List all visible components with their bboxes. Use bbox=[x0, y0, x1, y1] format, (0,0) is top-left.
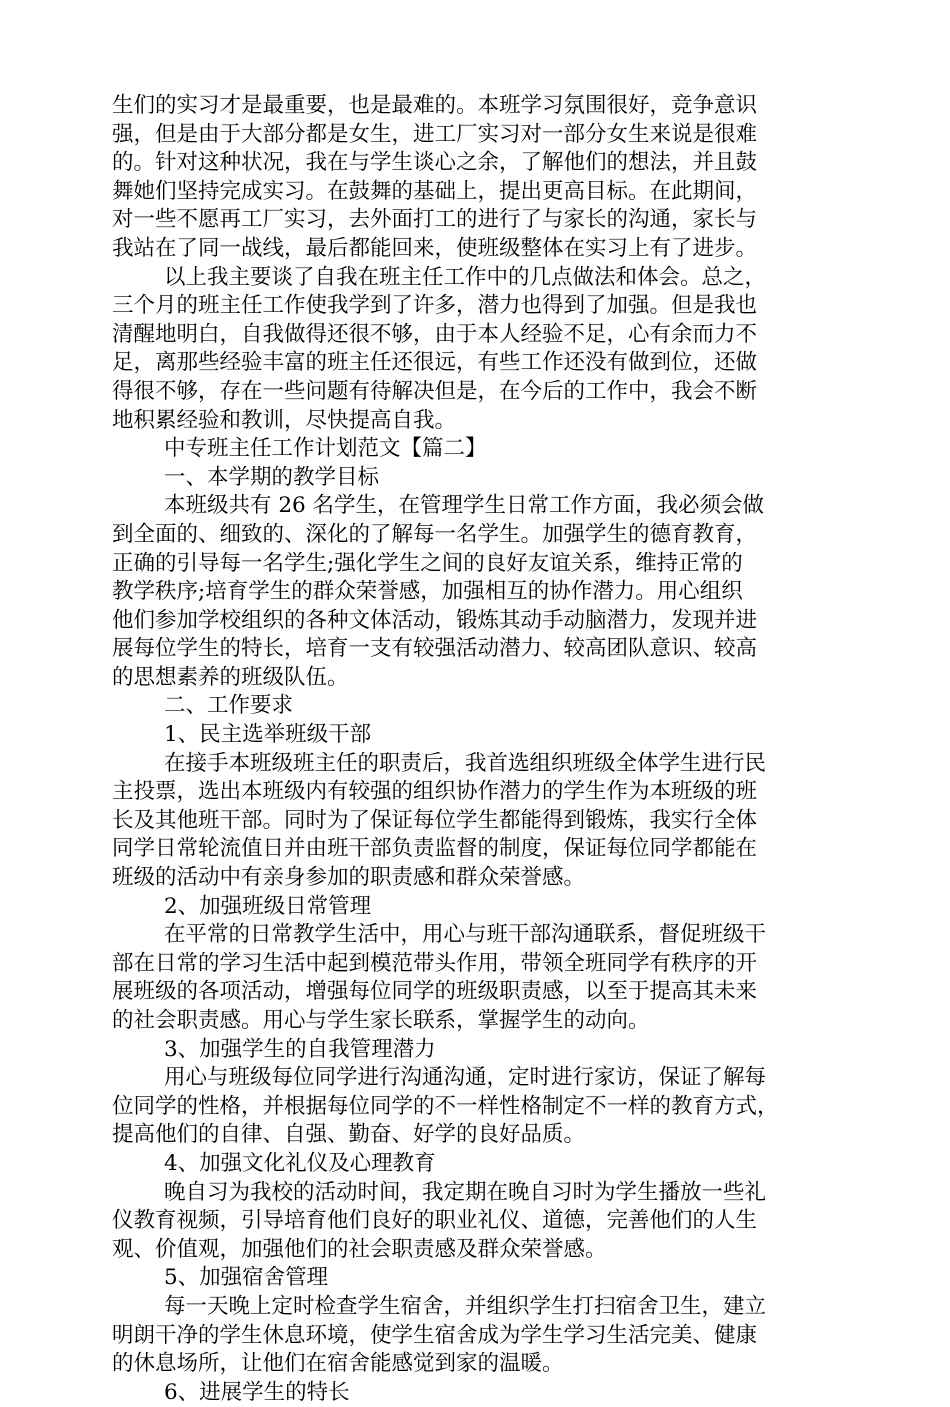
text-line: 的休息场所，让他们在宿舍能感觉到家的温暖。 bbox=[112, 1351, 564, 1377]
text-line: 到全面的、细致的、深化的了解每一名学生。加强学生的德育教育， bbox=[112, 521, 758, 547]
text-line: 在平常的日常教学生活中，用心与班干部沟通联系，督促班级干 bbox=[164, 922, 767, 948]
text-line: 仪教育视频，引导培育他们良好的职业礼仪、道德，完善他们的人生 bbox=[112, 1208, 758, 1234]
text-line: 明朗干净的学生休息环境，使学生宿舍成为学生学习生活完美、健康 bbox=[112, 1322, 758, 1348]
text-line: 以上我主要谈了自我在班主任工作中的几点做法和体会。总之， bbox=[164, 264, 767, 290]
text-line: 教学秩序;培育学生的群众荣誉感，加强相互的协作潜力。用心组织 bbox=[112, 579, 743, 605]
text-line: 3、加强学生的自我管理潜力 bbox=[164, 1036, 436, 1062]
text-line: 部在日常的学习生活中起到模范带头作用，带领全班同学有秩序的开 bbox=[112, 950, 758, 976]
text-line: 观、价值观，加强他们的社会职责感及群众荣誉感。 bbox=[112, 1236, 607, 1262]
text-line: 舞她们坚持完成实习。在鼓舞的基础上，提出更高目标。在此期间， bbox=[112, 178, 758, 204]
text-line: 地积累经验和教训，尽快提高自我。 bbox=[112, 407, 457, 433]
text-line: 本班级共有 26 名学生，在管理学生日常工作方面，我必须会做 bbox=[164, 493, 765, 519]
text-line: 一、本学期的教学目标 bbox=[164, 464, 380, 490]
text-line: 他们参加学校组织的各种文体活动，锻炼其动手动脑潜力，发现并进 bbox=[112, 607, 758, 633]
text-line: 6、进展学生的特长 bbox=[164, 1379, 350, 1405]
text-line: 足，离那些经验丰富的班主任还很远，有些工作还没有做到位，还做 bbox=[112, 350, 758, 376]
text-line: 生们的实习才是最重要，也是最难的。本班学习氛围很好，竞争意识 bbox=[112, 93, 758, 118]
text-line: 长及其他班干部。同时为了保证每位学生都能得到锻炼，我实行全体 bbox=[112, 807, 758, 833]
text-line: 的社会职责感。用心与学生家长联系，掌握学生的动向。 bbox=[112, 1008, 650, 1033]
text-line: 中专班主任工作计划范文【篇二】 bbox=[164, 436, 487, 462]
text-line: 位同学的性格，并根据每位同学的不一样性格制定不一样的教育方式， bbox=[112, 1093, 779, 1119]
document-body bbox=[112, 92, 848, 1407]
text-line: 展班级的各项活动，增强每位同学的班级职责感，以至于提高其未来 bbox=[112, 979, 758, 1005]
text-line: 得很不够，存在一些问题有待解决但是，在今后的工作中，我会不断 bbox=[112, 378, 758, 404]
text-line: 三个月的班主任工作使我学到了许多，潜力也得到了加强。但是我也 bbox=[112, 293, 758, 319]
text-line: 4、加强文化礼仪及心理教育 bbox=[164, 1150, 436, 1176]
text-line: 在接手本班级班主任的职责后，我首选组织班级全体学生进行民 bbox=[164, 750, 767, 776]
text-line: 的。针对这种状况，我在与学生谈心之余，了解他们的想法，并且鼓 bbox=[112, 150, 758, 176]
text-line: 对一些不愿再工厂实习，去外面打工的进行了与家长的沟通，家长与 bbox=[112, 207, 758, 233]
text-line: 清醒地明白，自我做得还很不够，由于本人经验不足，心有余而力不 bbox=[112, 321, 758, 347]
text-line: 强，但是由于大部分都是女生，进工厂实习对一部分女生来说是很难 bbox=[112, 121, 758, 147]
text-line: 1、民主选举班级干部 bbox=[164, 722, 372, 748]
text-line: 5、加强宿舍管理 bbox=[164, 1265, 329, 1291]
text-line: 二、工作要求 bbox=[164, 693, 294, 719]
text-line: 我站在了同一战线，最后都能回来，使班级整体在实习上有了进步。 bbox=[112, 235, 758, 261]
text-line: 班级的活动中有亲身参加的职责感和群众荣誉感。 bbox=[112, 865, 586, 891]
text-line: 展每位学生的特长，培育一支有较强活动潜力、较高团队意识、较高 bbox=[112, 636, 758, 662]
text-line: 晚自习为我校的活动时间，我定期在晚自习时为学生播放一些礼 bbox=[164, 1179, 767, 1205]
text-line: 主投票，选出本班级内有较强的组织协作潜力的学生作为本班级的班 bbox=[112, 779, 758, 805]
text-line: 2、加强班级日常管理 bbox=[164, 893, 372, 919]
text-line: 用心与班级每位同学进行沟通沟通，定时进行家访，保证了解每 bbox=[164, 1065, 767, 1091]
text-line: 同学日常轮流值日并由班干部负责监督的制度，保证每位同学都能在 bbox=[112, 836, 758, 862]
text-line: 每一天晚上定时检查学生宿舍，并组织学生打扫宿舍卫生，建立 bbox=[164, 1293, 767, 1319]
text-line: 提高他们的自律、自强、勤奋、好学的良好品质。 bbox=[112, 1122, 586, 1148]
text-line: 的思想素养的班级队伍。 bbox=[112, 664, 349, 690]
text-line: 正确的引导每一名学生;强化学生之间的良好友谊关系，维持正常的 bbox=[112, 550, 743, 576]
